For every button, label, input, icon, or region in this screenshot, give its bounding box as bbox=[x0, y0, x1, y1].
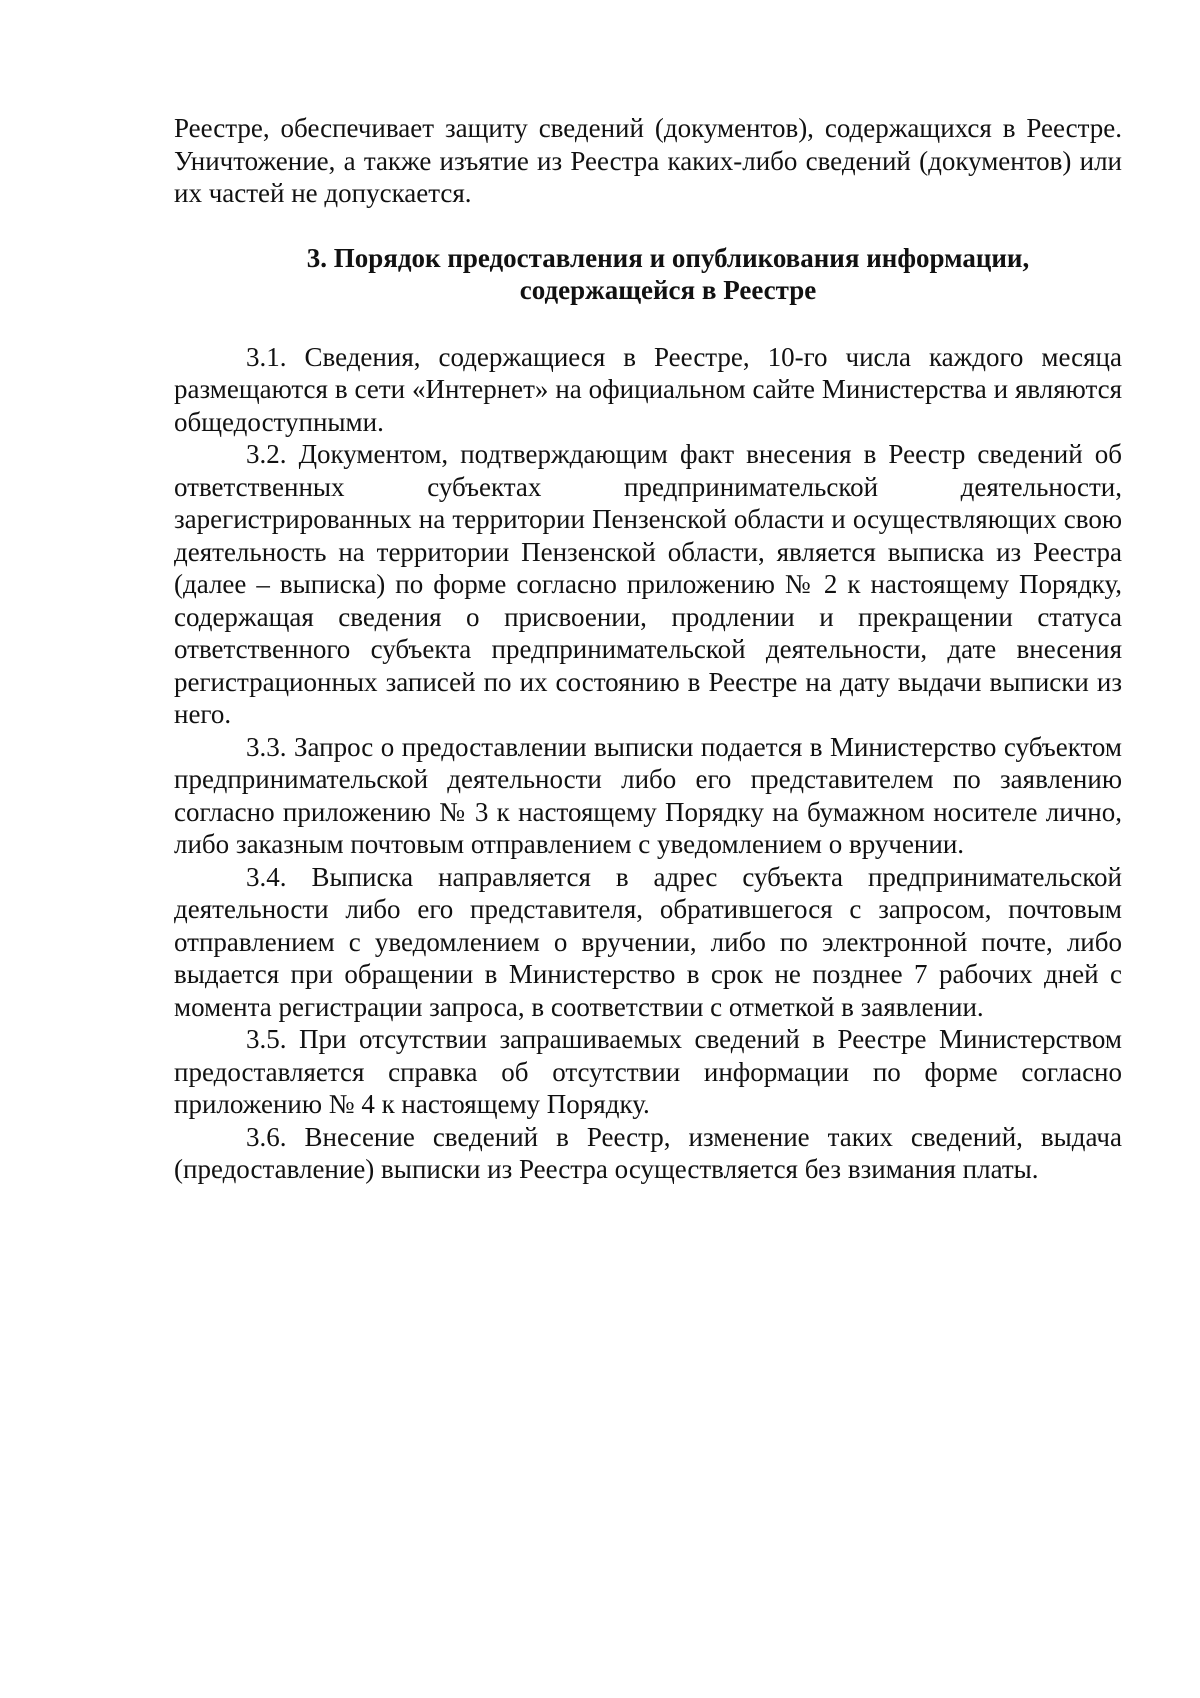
paragraph-3-2: 3.2. Документом, подтверждающим факт внесения в Реестр сведений об ответственных субъектах предпринимательской деятельности, зарегистрированных на территории Пензенской области и осуществляющих свою деятельность на территории Пензенской области, является выписка из Реестра (далее – выписка) по форме согласно приложению № 2 к настоящему Порядку, содержащая сведения о присвоении, продлении и прекращении статуса ответственного субъекта предпринимательской деятельности, дате внесения регистрационных записей по их состоянию в Реестре на дату выдачи выписки из него. bbox=[174, 439, 1122, 729]
paragraph-3-4: 3.4. Выписка направляется в адрес субъекта предпринимательской деятельности либо его представителя, обратившегося с запросом, почтовым отправлением с уведомлением о вручении, либо по электронной почте, либо выдается при обращении в Министерство в срок не позднее 7 рабочих дней с момента регистрации запроса, в соответствии с отметкой в заявлении. bbox=[174, 861, 1122, 1022]
document-body bbox=[174, 112, 1122, 1186]
paragraph-3-1: 3.1. Сведения, содержащиеся в Реестре, 10-го числа каждого месяца размещаются в сети «Интернет» на официальном сайте Министерства и являются общедоступными. bbox=[174, 341, 1122, 437]
paragraph-3-5: 3.5. При отсутствии запрашиваемых сведений в Реестре Министерством предоставляется справка об отсутствии информации по форме согласно приложению № 4 к настоящему Порядку. bbox=[174, 1024, 1122, 1119]
section-heading bbox=[174, 242, 1122, 307]
section-heading-line-1: 3. Порядок предоставления и опубликования информации, bbox=[306, 242, 1030, 273]
paragraph-3-3: 3.3. Запрос о предоставлении выписки подается в Министерство субъектом предпринимательской деятельности либо его представителем по заявлению согласно приложению № 3 к настоящему Порядку на бумажном носителе лично, либо заказным почтовым отправлением с уведомлением о вручении. bbox=[174, 731, 1122, 859]
paragraph-3-6: 3.6. Внесение сведений в Реестр, изменение таких сведений, выдача (предоставление) выписки из Реестра осуществляется без взимания платы. bbox=[174, 1121, 1122, 1184]
section-heading-line-2: содержащейся в Реестре bbox=[519, 275, 817, 305]
continuation-paragraph: Реестре, обеспечивает защиту сведений (документов), содержащихся в Реестре. Уничтожение, а также изъятие из Реестра каких-либо сведений (документов) или их частей не допускается. bbox=[174, 113, 1122, 208]
